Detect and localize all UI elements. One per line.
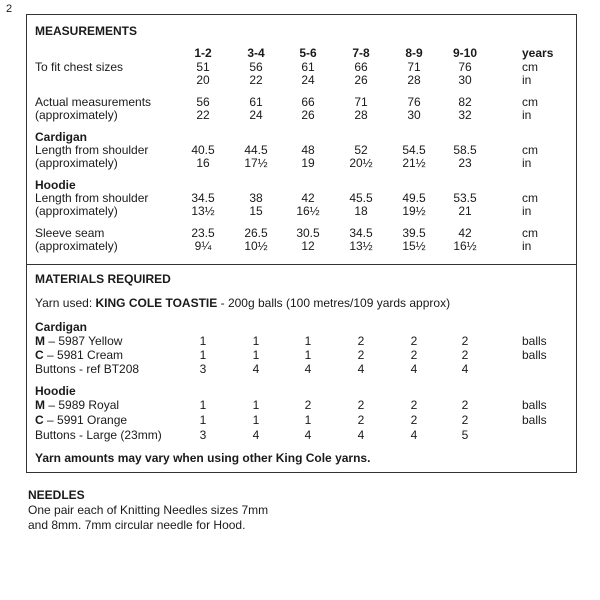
measurement-label: (approximately)	[35, 239, 118, 253]
measurement-value: 71	[354, 95, 368, 109]
measurement-label: To fit chest sizes	[35, 60, 124, 74]
measurement-value: 9¼	[194, 239, 212, 253]
measurement-value: 23	[458, 156, 472, 170]
measurement-value: 38	[249, 191, 263, 205]
material-label	[35, 428, 162, 442]
material-label	[35, 398, 119, 412]
material-description: – 5991 Orange	[43, 413, 128, 427]
measurement-value: 24	[301, 73, 315, 87]
measurement-value: 44.5	[244, 143, 268, 157]
size-label: 5-6	[299, 46, 317, 60]
material-quantity: 2	[304, 398, 312, 412]
measurement-label: Length from shoulder	[35, 143, 149, 157]
measurement-value: 76	[458, 60, 472, 74]
material-quantity: 2	[461, 348, 469, 362]
measurement-value: 30.5	[296, 226, 320, 240]
measurement-value: 54.5	[402, 143, 426, 157]
measurement-value: 30	[407, 108, 421, 122]
measurement-value: 26.5	[244, 226, 268, 240]
measurement-value: 66	[354, 60, 368, 74]
material-quantity: 1	[304, 334, 312, 348]
measurement-label: Actual measurements	[35, 95, 152, 109]
measurement-value: 28	[407, 73, 421, 87]
measurement-value: 10½	[244, 239, 268, 253]
material-quantity: 3	[199, 428, 207, 442]
measurement-value: 34.5	[349, 226, 373, 240]
measurement-unit: in	[522, 239, 532, 253]
measurement-label: Sleeve seam	[35, 226, 105, 240]
measurement-value: 66	[301, 95, 315, 109]
material-description: – 5987 Yellow	[45, 334, 123, 348]
material-quantity: 4	[410, 362, 418, 376]
material-quantity: 5	[461, 428, 469, 442]
measurement-unit: cm	[522, 226, 538, 240]
material-quantity: 4	[252, 428, 260, 442]
measurement-unit: in	[522, 73, 532, 87]
measurement-value: 42	[458, 226, 472, 240]
measurement-unit: cm	[522, 191, 538, 205]
measurement-value: 17½	[244, 156, 268, 170]
size-label: 7-8	[352, 46, 370, 60]
measurement-value: 26	[354, 73, 368, 87]
material-description: – 5989 Royal	[45, 398, 120, 412]
material-quantity: 1	[252, 348, 260, 362]
material-unit: balls	[522, 413, 547, 427]
measurement-value: 45.5	[349, 191, 373, 205]
measurement-unit: in	[522, 204, 532, 218]
measurement-value: 12	[301, 239, 315, 253]
material-code: C	[35, 413, 44, 427]
material-quantity: 2	[410, 398, 418, 412]
material-quantity: 2	[461, 413, 469, 427]
measurement-value: 21	[458, 204, 472, 218]
page-number: 2	[6, 3, 13, 15]
measurement-unit: cm	[522, 60, 538, 74]
materials-cardigan-subheading: Cardigan	[35, 320, 88, 334]
yarn-note: Yarn amounts may vary when using other King Cole yarns.	[35, 451, 371, 465]
measurement-value: 42	[301, 191, 315, 205]
measurement-value: 15	[249, 204, 263, 218]
material-label	[35, 413, 127, 427]
material-label	[35, 362, 139, 376]
material-quantity: 2	[357, 398, 365, 412]
material-quantity: 4	[410, 428, 418, 442]
yarn-prefix: Yarn used:	[35, 296, 96, 310]
material-quantity: 2	[461, 398, 469, 412]
measurement-label: (approximately)	[35, 156, 118, 170]
measurement-value: 22	[249, 73, 263, 87]
cardigan-subheading: Cardigan	[35, 130, 88, 144]
measurement-value: 28	[354, 108, 368, 122]
measurement-value: 13½	[191, 204, 215, 218]
measurement-value: 13½	[349, 239, 373, 253]
size-unit-label: years	[522, 46, 554, 60]
measurement-value: 39.5	[402, 226, 426, 240]
measurement-value: 22	[196, 108, 210, 122]
material-quantity: 2	[461, 334, 469, 348]
size-label: 8-9	[405, 46, 423, 60]
measurement-value: 18	[354, 204, 368, 218]
material-unit: balls	[522, 348, 547, 362]
material-unit: balls	[522, 334, 547, 348]
material-quantity: 2	[357, 348, 365, 362]
size-label: 9-10	[452, 46, 478, 60]
measurement-value: 71	[407, 60, 421, 74]
measurement-value: 52	[354, 143, 368, 157]
measurement-value: 16½	[453, 239, 477, 253]
material-quantity: 2	[410, 334, 418, 348]
material-quantity: 2	[410, 413, 418, 427]
measurement-value: 20½	[349, 156, 373, 170]
measurement-value: 24	[249, 108, 263, 122]
material-quantity: 1	[304, 413, 312, 427]
hoodie-subheading: Hoodie	[35, 178, 76, 192]
measurements-heading: MEASUREMENTS	[35, 24, 138, 38]
material-quantity: 2	[410, 348, 418, 362]
material-quantity: 2	[357, 413, 365, 427]
measurement-value: 49.5	[402, 191, 426, 205]
material-quantity: 4	[252, 362, 260, 376]
material-quantity: 1	[252, 413, 260, 427]
material-quantity: 4	[304, 362, 312, 376]
material-description: Buttons - ref BT208	[35, 362, 140, 376]
material-quantity: 1	[199, 348, 207, 362]
measurement-value: 82	[458, 95, 472, 109]
material-quantity: 1	[199, 413, 207, 427]
measurement-unit: in	[522, 108, 532, 122]
material-unit: balls	[522, 398, 547, 412]
material-quantity: 1	[199, 398, 207, 412]
measurement-value: 30	[458, 73, 472, 87]
material-quantity: 4	[357, 428, 365, 442]
measurement-value: 56	[249, 60, 263, 74]
measurement-value: 58.5	[453, 143, 477, 157]
yarn-suffix: - 200g balls (100 metres/109 yards approx)	[217, 296, 451, 310]
needles-heading: NEEDLES	[28, 488, 85, 502]
measurement-value: 48	[301, 143, 315, 157]
materials-heading: MATERIALS REQUIRED	[35, 272, 171, 286]
materials-hoodie-subheading: Hoodie	[35, 384, 76, 398]
material-quantity: 1	[252, 334, 260, 348]
material-code: M	[35, 334, 45, 348]
measurement-unit: in	[522, 156, 532, 170]
measurement-value: 40.5	[191, 143, 215, 157]
measurement-value: 16	[196, 156, 210, 170]
material-quantity: 3	[199, 362, 207, 376]
section-divider	[27, 264, 576, 265]
material-quantity: 4	[304, 428, 312, 442]
measurement-value: 61	[249, 95, 263, 109]
measurement-value: 21½	[402, 156, 426, 170]
measurement-label: (approximately)	[35, 204, 118, 218]
material-quantity: 1	[304, 348, 312, 362]
measurement-value: 23.5	[191, 226, 215, 240]
measurement-value: 16½	[296, 204, 320, 218]
measurement-unit: cm	[522, 143, 538, 157]
measurement-label: (approximately)	[35, 108, 118, 122]
material-quantity: 4	[461, 362, 469, 376]
yarn-name: KING COLE TOASTIE	[95, 296, 218, 310]
material-code: C	[35, 348, 44, 362]
measurement-value: 34.5	[191, 191, 215, 205]
measurement-value: 19	[301, 156, 315, 170]
material-quantity: 1	[252, 398, 260, 412]
measurement-label: Length from shoulder	[35, 191, 149, 205]
measurement-unit: cm	[522, 95, 538, 109]
yarn-used-line	[35, 296, 450, 310]
measurement-value: 20	[196, 73, 210, 87]
material-quantity: 1	[199, 334, 207, 348]
size-label: 1-2	[194, 46, 212, 60]
measurement-value: 26	[301, 108, 315, 122]
material-quantity: 2	[357, 334, 365, 348]
needles-line-1: One pair each of Knitting Needles sizes 7mm	[28, 503, 269, 517]
measurement-value: 19½	[402, 204, 426, 218]
measurement-value: 51	[196, 60, 210, 74]
material-description: Buttons - Large (23mm)	[35, 428, 162, 442]
size-label: 3-4	[247, 46, 265, 60]
measurement-value: 61	[301, 60, 315, 74]
needles-line-2: and 8mm. 7mm circular needle for Hood.	[28, 518, 246, 532]
measurement-value: 15½	[402, 239, 426, 253]
material-description: – 5981 Cream	[43, 348, 124, 362]
measurement-value: 32	[458, 108, 472, 122]
material-code: M	[35, 398, 45, 412]
measurement-value: 76	[407, 95, 421, 109]
measurement-value: 56	[196, 95, 210, 109]
material-label	[35, 348, 123, 362]
measurement-value: 53.5	[453, 191, 477, 205]
material-quantity: 4	[357, 362, 365, 376]
material-label	[35, 334, 122, 348]
